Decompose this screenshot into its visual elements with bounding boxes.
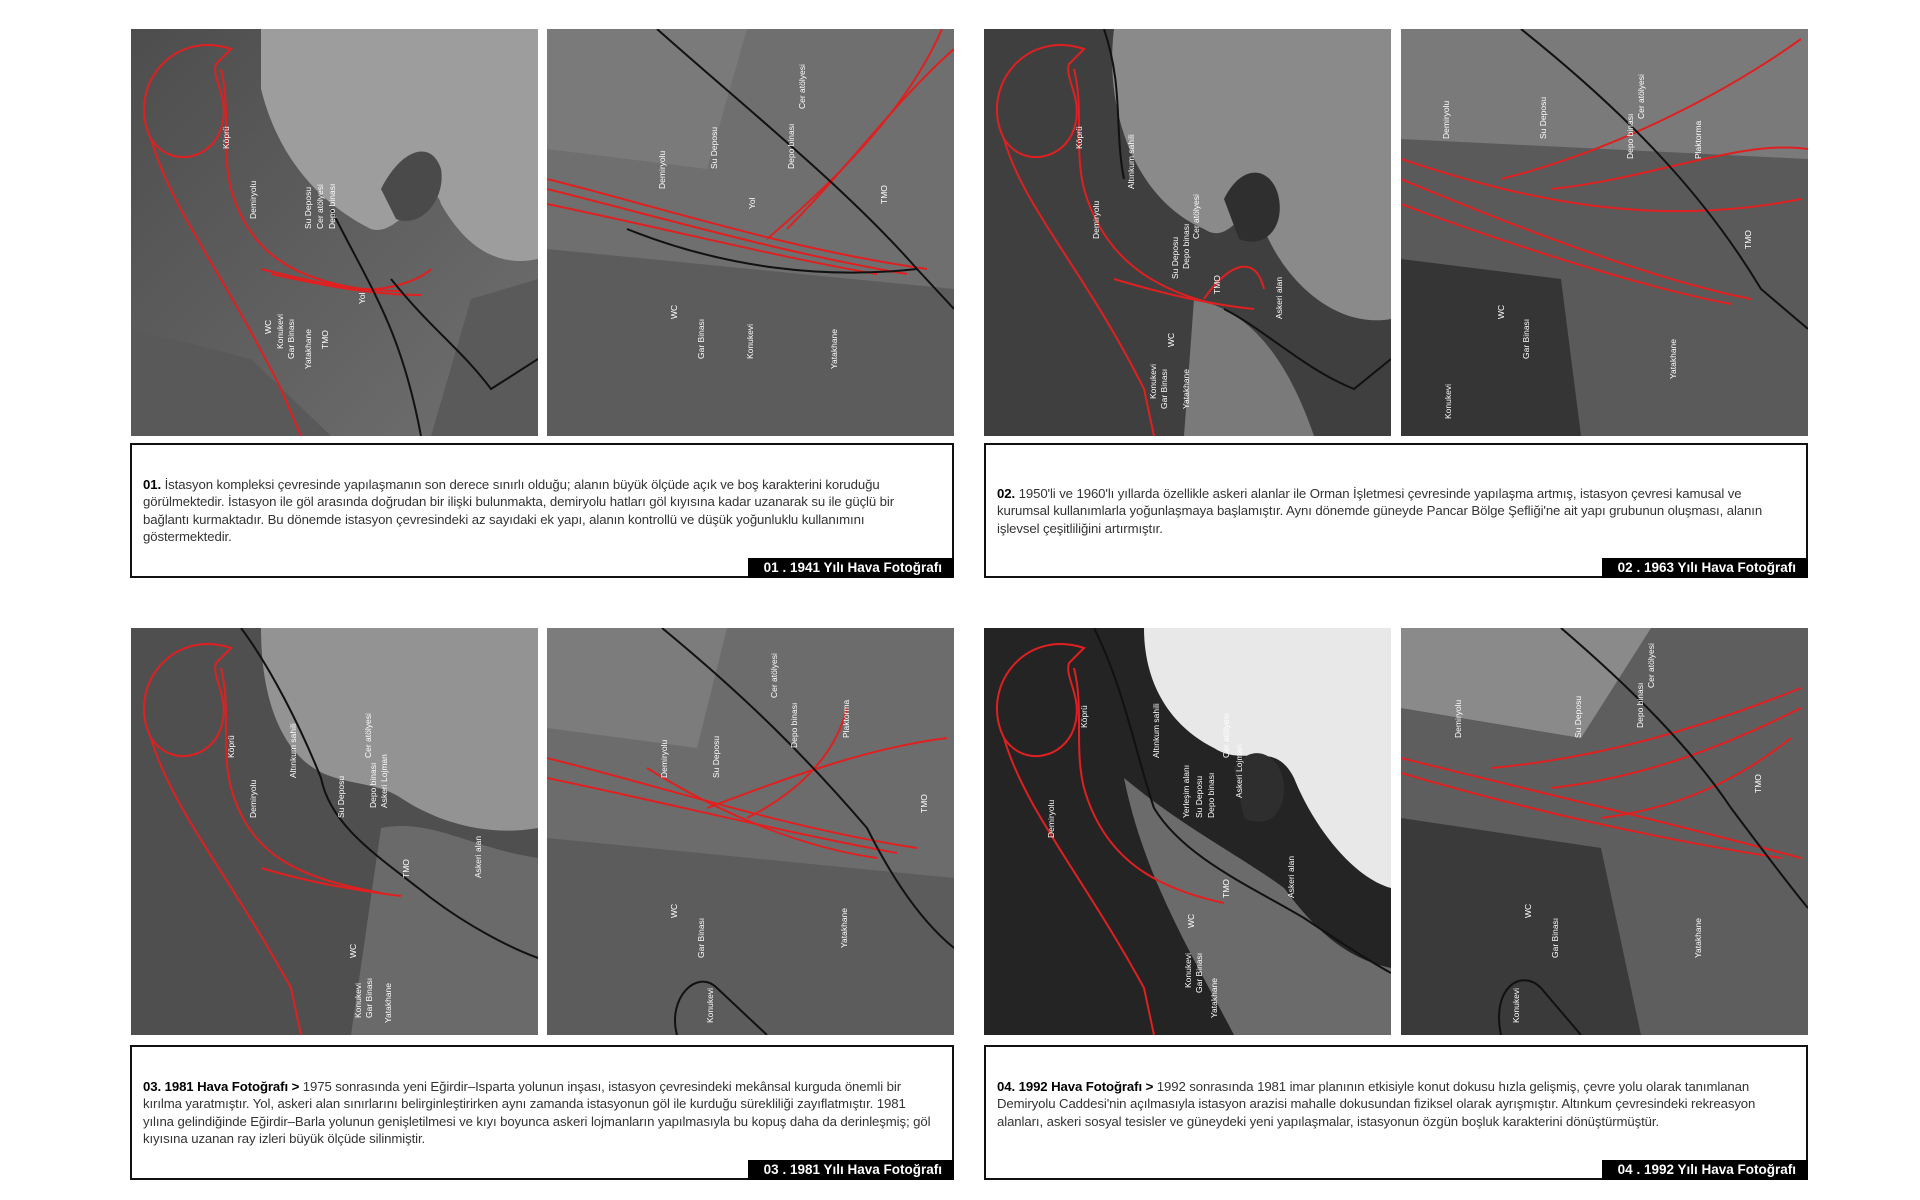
map-label: TMO [1753,774,1763,793]
map-label: Köprü [221,126,231,149]
caption-body: İstasyon kompleksi çevresinde yapılaşmanın son derece sınırlı olduğu; alanın büyük ölçüde açık ve boş karakterini koruduğu görülmektedir. İstasyon ile göl arasında doğrudan bir ilişki bulunmakta, demiryolu hatları göl kıyısına kadar uzanarak su ile güçlü bir bağlantı kurmaktadır. Bu dönemde istasyon çevresindeki az sayıdaki ek yapı, alanın kontrollü ve düşük yoğunluklu kullanımını göstermektedir. [143,477,895,545]
map-label: Yatakhane [1209,977,1219,1018]
aerial-photo-1963-detail [1401,29,1808,436]
map-label: Cer atölyesi [797,64,807,109]
caption-body: 1992 sonrasında 1981 imar planının etkisiyle konut dokusu hızla gelişmiş, çevre yolu olarak tanımlanan Demiryolu Caddesi'nin açılmasıyla istasyon arazisi mahalle dokusundan fiziksel olarak ayrışmıştır. Altınkum çevresindeki rekreasyon alanları, askeri sosyal tesisler ve güneydeki yeni yapılaşmalar, istasyonun özgün boşluk karakterini dönüştürmüştür. [997,1079,1756,1129]
caption-lead: 02. [997,486,1016,501]
map-label: WC [1496,304,1506,319]
map-label: TMO [1212,275,1222,294]
map-label: Cer atölyesi [315,184,325,229]
aerial-photo-1992-detail [1401,628,1808,1035]
map-label: Su Deposu [336,775,346,818]
map-label: Depo binası [789,702,799,748]
map-label: Altınkum sahili [1126,134,1136,189]
map-label: Cer atölyesi [1221,713,1231,758]
map-label: Depo binası [786,123,796,169]
map-label: Yatakhane [1668,338,1678,379]
map-label: Yatakhane [839,907,849,948]
map-label: Köprü [226,735,236,758]
aerial-photo-1981-overview [131,628,538,1035]
map-label: Depo binası [1181,223,1191,269]
map-label: Cer atölyesi [1191,194,1201,239]
map-label: Depo binası [1625,113,1635,159]
map-label: Yerleşim alanı [1181,764,1191,818]
map-label: Cer atölyesi [1646,643,1656,688]
caption-lead: 04. 1992 Hava Fotoğrafı > [997,1079,1154,1094]
caption-text [997,1078,1792,1130]
map-label: Yol [357,292,367,304]
map-label: Su Deposu [303,186,313,229]
map-label: WC [669,304,679,319]
map-label: Yatakhane [303,328,313,369]
caption-text [143,476,938,546]
map-label: Demiryolu [248,180,258,219]
map-label: Demiryolu [1453,699,1463,738]
map-label: Demiryolu [659,739,669,778]
map-label: Askeri Lojman [379,754,389,808]
map-label: Depo binası [1635,682,1645,728]
map-label: Konukevi [275,314,285,349]
map-label: Konukevi [1183,953,1193,988]
caption-box-1992 [984,1045,1808,1180]
map-label: Demiryolu [1046,799,1056,838]
map-label: Gar Binası [1521,318,1531,359]
map-label: Cer atölyesi [1636,74,1646,119]
map-label: Su Deposu [1538,96,1548,139]
map-label: Konukevi [1148,364,1158,399]
map-label: Plaktorma [1693,120,1703,159]
map-label: Konukevi [1443,384,1453,419]
map-label: Yatakhane [1181,368,1191,409]
caption-text [143,1078,938,1148]
map-label: Su Deposu [709,126,719,169]
map-label: Askeri Lojman [1234,744,1244,798]
map-label: Plaktorma [841,699,851,738]
caption-box-1941 [130,443,954,578]
map-label: Gar Binası [696,917,706,958]
map-label: WC [1186,913,1196,928]
caption-lead: 01. [143,477,162,492]
caption-tag: 03 . 1981 Yılı Hava Fotoğrafı [748,1160,954,1180]
map-label: TMO [1743,230,1753,249]
map-label: TMO [320,330,330,349]
caption-tag: 01 . 1941 Yılı Hava Fotoğrafı [748,558,954,578]
aerial-photo-1981-detail [547,628,954,1035]
map-label: Gar Binası [1194,952,1204,993]
map-label: Depo binası [1206,772,1216,818]
map-label: Demiryolu [1441,100,1451,139]
map-label: TMO [1221,879,1231,898]
map-label: Cer atölyesi [769,653,779,698]
map-label: Demiryolu [657,150,667,189]
map-label: TMO [879,185,889,204]
map-label: WC [348,943,358,958]
map-label: Altınkum sahili [1151,703,1161,758]
caption-box-1981 [130,1045,954,1180]
caption-tag: 02 . 1963 Yılı Hava Fotoğrafı [1602,558,1808,578]
map-label: Gar Binası [1159,368,1169,409]
map-label: Su Deposu [1194,775,1204,818]
caption-lead: 03. 1981 Hava Fotoğrafı > [143,1079,300,1094]
caption-box-1963 [984,443,1808,578]
map-label: Yol [747,197,757,209]
map-label: Konukevi [1511,988,1521,1023]
map-label: WC [1523,903,1533,918]
map-label: Köprü [1074,126,1084,149]
map-label: Konukevi [705,988,715,1023]
map-label: Gar Binası [696,318,706,359]
aerial-photo-1963-overview [984,29,1391,436]
caption-text [997,485,1792,537]
map-label: Konukevi [745,324,755,359]
caption-body: 1975 sonrasında yeni Eğirdir–Isparta yolunun inşası, istasyon çevresindeki mekânsal kurguda önemli bir kırılma yaratmıştır. Yol, askeri alan sınırlarını belirginleştirirken aynı zamanda istasyonun göl ile kurduğu sürekliliği zayıflatmıştır. 1981 yılına gelindiğinde Eğirdir–Barla yolunun genişletilmesi ve kıyı boyunca askeri lojmanların yapılmasıyla bu kopuş daha da derinleşmiş; göl kıyısına uzanan ray izleri büyük ölçüde silinmiştir. [143,1079,931,1147]
map-label: Su Deposu [1573,695,1583,738]
map-label: Gar Binası [364,977,374,1018]
map-label: Gar Binası [286,318,296,359]
map-label: Askeri alan [1286,855,1296,898]
aerial-photo-1941-detail [547,29,954,436]
map-label: TMO [919,794,929,813]
map-label: WC [669,903,679,918]
map-label: Demiryolu [248,779,258,818]
aerial-photo-1941-overview [131,29,538,436]
map-label: Askeri alan [473,835,483,878]
map-label: TMO [401,859,411,878]
map-label: Köprü [1079,705,1089,728]
map-label: Konukevi [353,983,363,1018]
aerial-photo-1992-overview [984,628,1391,1035]
map-label: Yatakhane [1693,917,1703,958]
map-label: Yatakhane [829,328,839,369]
map-label: Gar Binası [1550,917,1560,958]
map-label: Depo binası [327,183,337,229]
caption-body: 1950'li ve 1960'lı yıllarda özellikle askeri alanlar ile Orman İşletmesi çevresinde yapılaşma artmış, istasyon çevresi kamusal ve kurumsal kullanımlarla yoğunlaşmaya başlamıştır. Aynı dönemde güneyde Pancar Bölge Şefliği'ne ait yapı grubunun oluşması, alanın işlevsel çeşitliliğini artırmıştır. [997,486,1763,536]
map-label: Cer atölyesi [363,713,373,758]
map-label: Demiryolu [1091,200,1101,239]
map-label: Depo binası [368,762,378,808]
map-label: WC [263,319,273,334]
map-label: Yatakhane [383,982,393,1023]
map-label: Askeri alan [1274,276,1284,319]
caption-tag: 04 . 1992 Yılı Hava Fotoğrafı [1602,1160,1808,1180]
map-label: WC [1166,332,1176,347]
map-label: Altınkum sahili [288,723,298,778]
map-label: Su Deposu [711,735,721,778]
map-label: Su Deposu [1170,236,1180,279]
